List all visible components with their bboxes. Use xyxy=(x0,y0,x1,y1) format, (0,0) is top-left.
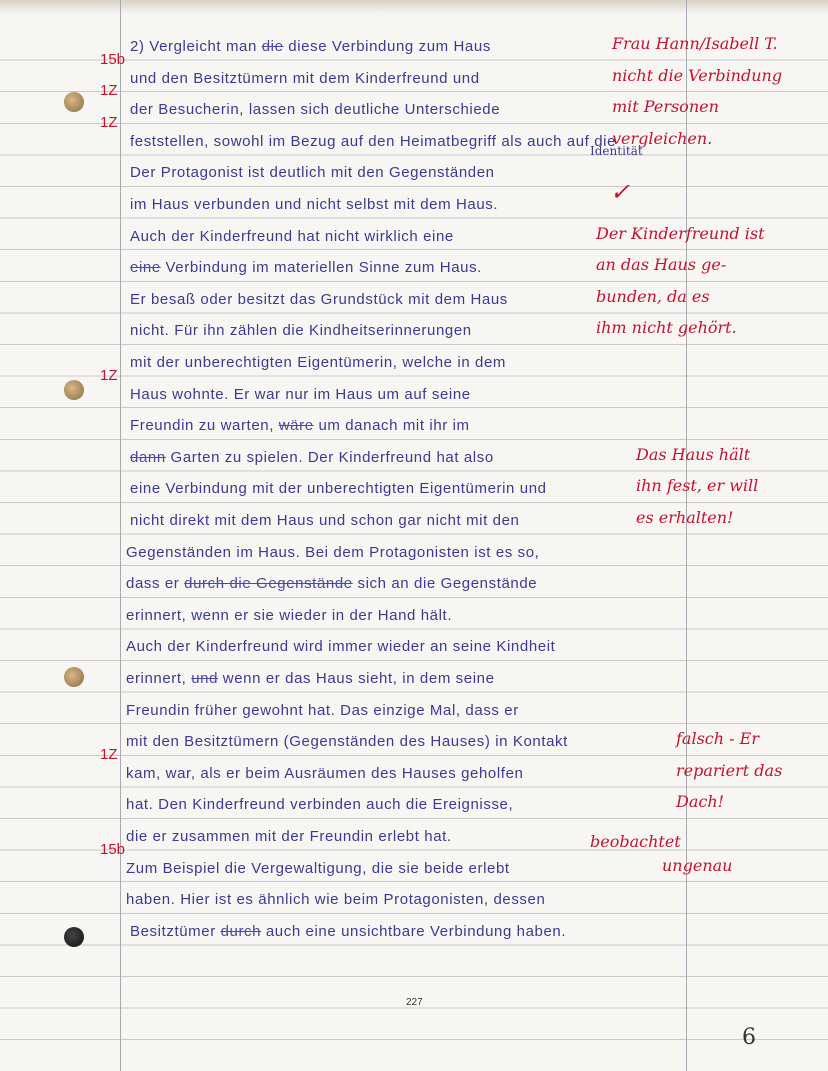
text-line xyxy=(130,70,480,87)
correction-note: Der Kinderfreund ist xyxy=(596,223,765,243)
struck-text: durch die Gegenstände xyxy=(184,575,353,593)
text-line xyxy=(126,891,545,908)
text-line xyxy=(130,101,500,118)
text-segment: Zum Beispiel die Vergewaltigung, die sie beide erlebt xyxy=(126,859,510,877)
text-segment: erinnert, xyxy=(126,670,192,687)
correction-note: falsch - Er xyxy=(676,729,759,749)
correction-note: Identität xyxy=(590,144,643,159)
text-segment: Freundin zu warten, xyxy=(130,417,279,435)
page-top-edge xyxy=(0,0,828,14)
correction-note: Das Haus hält xyxy=(636,444,751,464)
correction-note: es erhalten! xyxy=(636,508,734,527)
text-segment: nicht direkt mit dem Haus und schon gar nicht mit den xyxy=(130,512,520,529)
text-line xyxy=(126,575,537,592)
text-line xyxy=(130,480,547,497)
text-line xyxy=(126,702,519,719)
margin-grade-mark: 1Z xyxy=(100,113,118,131)
struck-text: die xyxy=(261,38,284,55)
correction-note: beobachtet xyxy=(590,832,681,851)
text-line xyxy=(126,828,452,845)
text-line xyxy=(130,449,494,466)
text-segment: Garten zu spielen. Der Kinderfreund hat also xyxy=(165,448,494,466)
struck-text: durch xyxy=(220,922,262,940)
correction-note: nicht die Verbindung xyxy=(612,65,783,85)
text-segment: Besitztümer xyxy=(130,922,221,940)
text-segment: Verbindung im materiellen Sinne zum Haus. xyxy=(160,259,482,277)
text-segment: diese Verbindung zum Haus xyxy=(283,38,491,55)
margin-grade-mark: 1Z xyxy=(100,745,118,763)
text-line xyxy=(130,512,519,529)
text-line xyxy=(126,607,452,624)
left-margin-line xyxy=(120,0,121,1071)
text-segment: hat. Den Kinderfreund verbinden auch die Ereignisse, xyxy=(126,796,514,814)
text-segment: nicht. Für ihn zählen die Kindheitserinnerungen xyxy=(130,322,472,340)
text-segment: mit der unberechtigten Eigentümerin, welche in dem xyxy=(130,354,507,371)
text-line xyxy=(126,796,513,813)
text-segment: und den Besitztümern mit dem Kinderfreund und xyxy=(130,69,480,87)
text-segment: Auch der Kinderfreund wird immer wieder an seine Kindheit xyxy=(126,638,556,656)
text-line xyxy=(130,259,482,276)
text-segment: wenn er das Haus sieht, in dem seine xyxy=(218,670,495,687)
margin-grade-mark: 1Z xyxy=(100,366,118,384)
text-line xyxy=(130,386,471,403)
correction-note: ihm nicht gehört. xyxy=(596,318,737,338)
text-segment: eine Verbindung mit der unberechtigten Eigentümerin und xyxy=(130,480,547,498)
text-segment: 2) Vergleicht man xyxy=(130,38,262,55)
text-line xyxy=(126,670,495,687)
margin-grade-mark: 15b xyxy=(100,840,126,858)
text-line xyxy=(130,417,470,434)
right-margin-line xyxy=(686,0,687,1071)
punch-hole xyxy=(64,667,84,687)
correction-note: Dach! xyxy=(676,792,725,812)
text-segment: die er zusammen mit der Freundin erlebt hat. xyxy=(126,828,452,845)
text-line xyxy=(130,196,498,213)
correction-note: an das Haus ge- xyxy=(596,255,727,275)
struck-text: dann xyxy=(130,448,166,466)
text-segment: Haus wohnte. Er war nur im Haus um auf seine xyxy=(130,385,471,403)
text-segment: erinnert, wenn er sie wieder in der Hand hält. xyxy=(126,606,453,624)
text-line xyxy=(126,544,539,561)
text-segment: auch eine unsichtbare Verbindung haben. xyxy=(261,922,567,940)
correction-note: repariert das xyxy=(676,760,783,780)
punch-hole xyxy=(64,380,84,400)
correction-note: bunden, da es xyxy=(596,286,710,306)
text-line xyxy=(130,228,454,245)
struck-text: wäre xyxy=(278,417,314,435)
correction-note: ihn fest, er will xyxy=(636,476,759,496)
correction-note: mit Personen xyxy=(612,97,719,117)
correction-note: vergleichen. xyxy=(612,128,713,148)
text-segment: Auch der Kinderfreund hat nicht wirklich eine xyxy=(130,227,454,245)
text-line xyxy=(130,133,616,150)
printed-page-number: 227 xyxy=(406,997,423,1008)
text-segment: sich an die Gegenstände xyxy=(352,575,538,593)
text-segment: um danach mit ihr im xyxy=(313,417,470,435)
text-line xyxy=(130,164,495,181)
text-segment: Freundin früher gewohnt hat. Das einzige Mal, dass er xyxy=(126,701,519,719)
struck-text: und xyxy=(191,670,219,687)
punch-hole xyxy=(64,92,84,112)
text-line xyxy=(130,322,472,339)
text-segment: im Haus verbunden und nicht selbst mit dem Haus. xyxy=(130,196,499,213)
correction-note: ungenau xyxy=(662,855,733,875)
handwritten-page-number: 6 xyxy=(742,1025,756,1050)
text-line xyxy=(126,765,523,782)
text-line xyxy=(130,291,508,308)
text-line xyxy=(130,923,566,940)
text-segment: feststellen, sowohl im Bezug auf den Heimatbegriff als auch auf die xyxy=(130,132,617,150)
text-segment: mit den Besitztümern (Gegenständen des Hauses) in Kontakt xyxy=(126,733,568,751)
struck-text: eine xyxy=(130,259,161,277)
margin-grade-mark: 15b xyxy=(100,50,126,68)
text-line xyxy=(126,860,510,877)
punch-hole xyxy=(64,927,84,947)
text-segment: dass er xyxy=(126,575,185,593)
text-segment: Der Protagonist ist deutlich mit den Gegenständen xyxy=(130,164,495,182)
correction-note: Frau Hann/Isabell T. xyxy=(612,34,778,53)
margin-grade-mark: 1Z xyxy=(100,82,118,100)
text-segment: der Besucherin, lassen sich deutliche Unterschiede xyxy=(130,101,501,119)
text-segment: haben. Hier ist es ähnlich wie beim Protagonisten, dessen xyxy=(126,891,546,909)
text-line xyxy=(126,638,555,655)
text-line xyxy=(130,354,506,371)
text-segment: kam, war, als er beim Ausräumen des Hauses geholfen xyxy=(126,764,524,782)
text-line xyxy=(130,38,491,55)
text-segment: Gegenständen im Haus. Bei dem Protagonisten ist es so, xyxy=(126,543,540,561)
text-segment: Er besaß oder besitzt das Grundstück mit dem Haus xyxy=(130,290,508,308)
text-line xyxy=(126,733,568,750)
checkmark-icon: ✓ xyxy=(610,178,631,206)
